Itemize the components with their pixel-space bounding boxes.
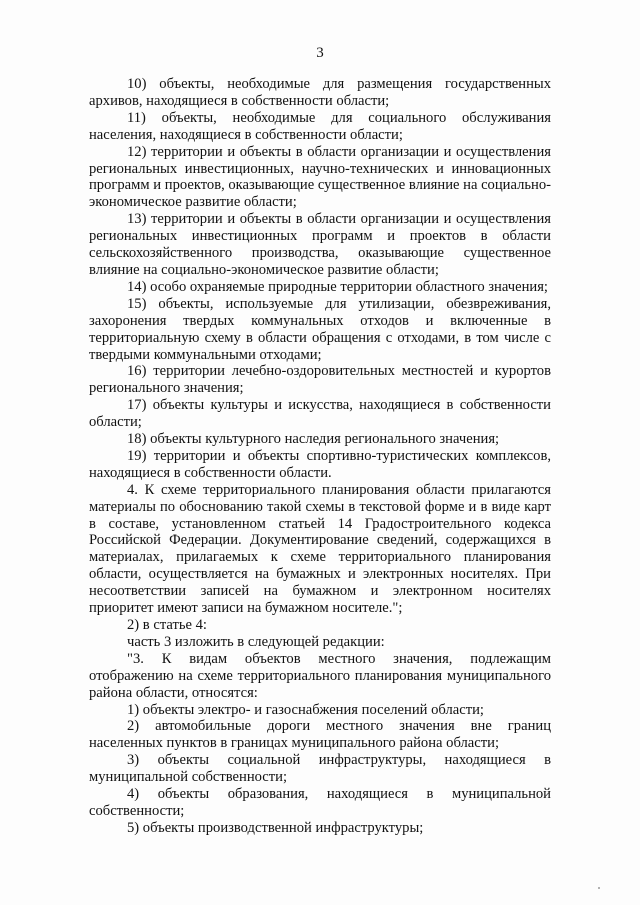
- paragraph-16: 16) территории лечебно-оздоровительных местностей и курортов регионального значения;: [89, 363, 551, 397]
- paragraph-14: 14) особо охраняемые природные территории областного значения;: [127, 278, 548, 295]
- scan-artifact: [598, 887, 600, 889]
- paragraph-10: 10) объекты, необходимые для размещения государственных архивов, находящиеся в собственности области;: [89, 76, 551, 109]
- paragraph-18: 18) объекты культурного наследия регионального значения;: [127, 431, 500, 448]
- paragraph-19: 19) территории и объекты спортивно-туристических комплексов, находящиеся в собственности области.: [89, 447, 551, 481]
- paragraph-15: 15) объекты, используемые для утилизации, обезвреживания, захоронения твердых коммунальных отходов и включенные в территориальную схему в области обращения с отходами, в том числе с твердыми коммунальными отходами;: [89, 295, 551, 363]
- document-body: [89, 76, 551, 837]
- paragraph-part-4: 4. К схеме территориального планирования области прилагаются материалы по обоснованию такой схемы в текстовой форме и в виде карт в составе, установленном статьей 14 Градостроительного кодекса Российской Федерации. Документирование сведений, содержащихся в материалах, прилагаемых к схеме территориального планирования области, осуществляется на бумажных и электронных носителях. При несоответствии записей на бумажном и электронном носителях приоритет имеют записи на бумажном носителе.";: [89, 481, 551, 617]
- page-number: 3: [316, 45, 324, 61]
- paragraph-11: 11) объекты, необходимые для социального обслуживания населения, находящиеся в собственности области;: [89, 109, 551, 143]
- paragraph-local-1: 1) объекты электро- и газоснабжения поселений области;: [127, 701, 484, 718]
- paragraph-12: 12) территории и объекты в области организации и осуществления региональных инвестиционных, научно-технических и инновационных программ и проектов, оказывающие существенное влияние на социально-экономическое развитие области;: [89, 143, 551, 211]
- paragraph-local-4: 4) объекты образования, находящиеся в муниципальной собственности;: [89, 786, 551, 819]
- paragraph-article-4: 2) в статье 4:: [127, 617, 207, 633]
- paragraph-13: 13) территории и объекты в области организации и осуществления региональных инвестиционных программ и проектов в области сельскохозяйственного производства, оказывающие существенное влияние на социально-экономическое развитие области;: [89, 211, 551, 278]
- paragraph-part-3: "3. К видам объектов местного значения, подлежащим отображению на схеме территориального планирования муниципального района области, относятся:: [89, 650, 551, 701]
- paragraph-local-2: 2) автомобильные дороги местного значения вне границ населенных пунктов в границах муниципального района области;: [89, 718, 551, 752]
- paragraph-local-3: 3) объекты социальной инфраструктуры, находящиеся в муниципальной собственности;: [89, 752, 551, 786]
- paragraph-edit-instruction: часть 3 изложить в следующей редакции:: [127, 633, 385, 650]
- paragraph-17: 17) объекты культуры и искусства, находящиеся в собственности области;: [89, 397, 551, 431]
- paragraph-local-5: 5) объекты производственной инфраструктуры;: [127, 819, 424, 836]
